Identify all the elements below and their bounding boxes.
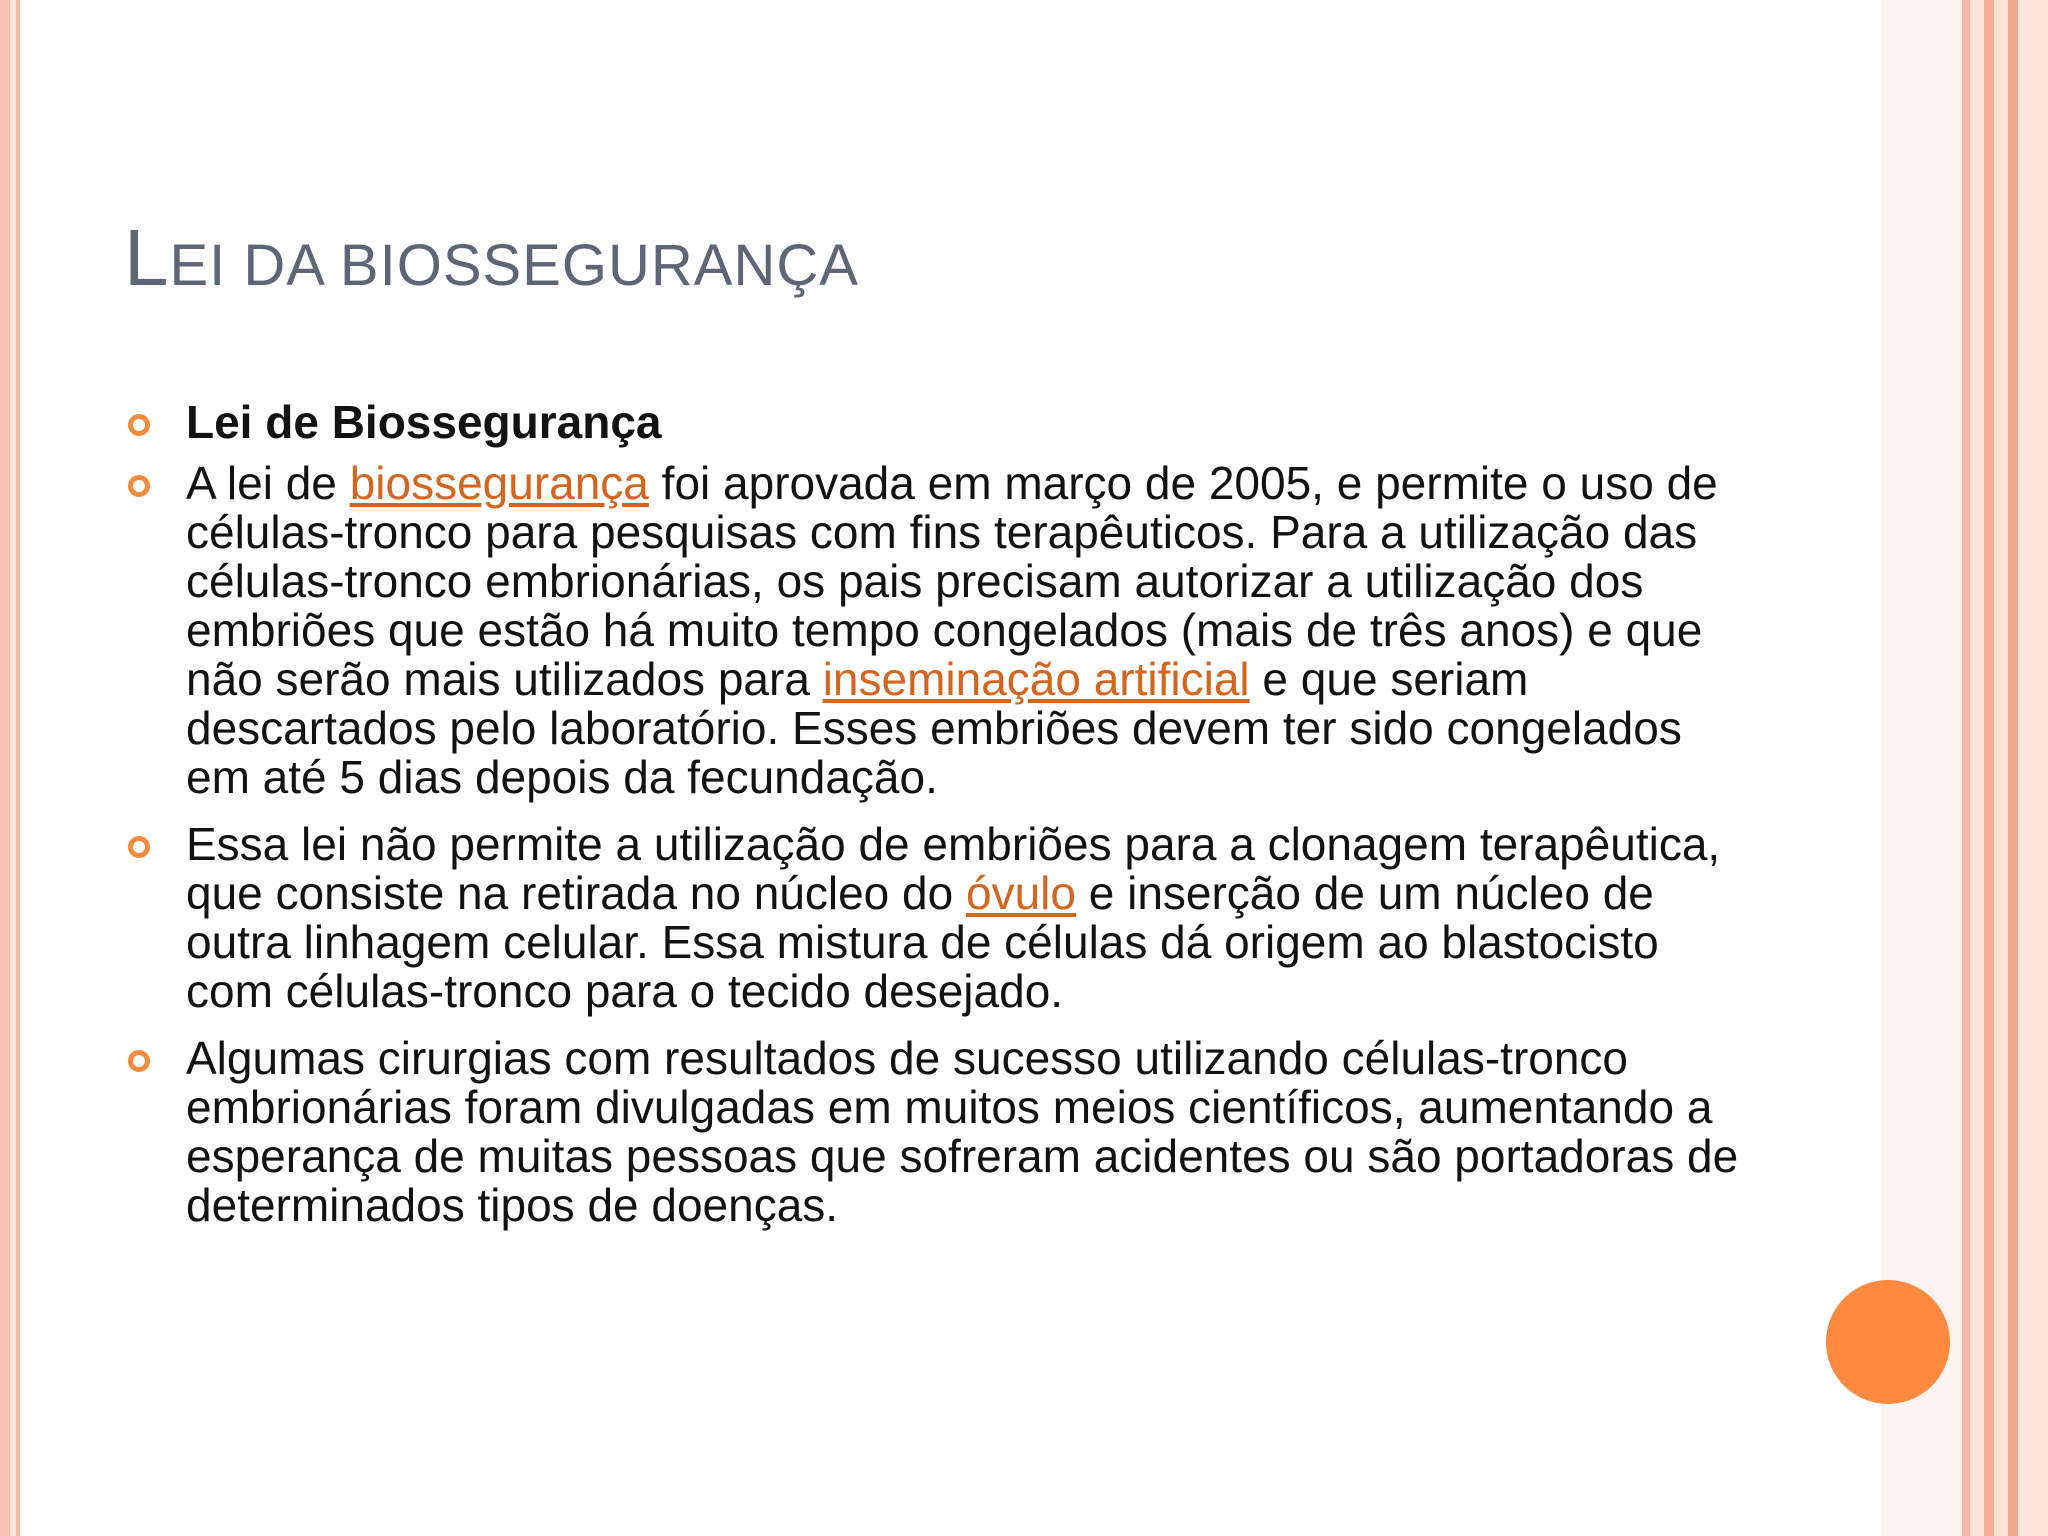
bullet-text: Algumas cirurgias com resultados de sucesso utilizando células-tronco embrionárias foram divulgadas em muitos meios científicos, aumentando a esperança de muitas pessoas que sofreram acidentes ou são portadoras de determinados tipos de doenças. [186, 1032, 1739, 1231]
bullet-item [124, 398, 1744, 447]
bullet-text: e inserção de um núcleo de outra linhagem celular. Essa mistura de células dá origem ao blastocisto com células-tronco para o tecido desejado. [186, 867, 1659, 1017]
right-border-stripe [1984, 0, 1994, 1536]
right-border-stripe [1962, 0, 1970, 1536]
right-border-stripe [2018, 0, 2048, 1536]
bullet-item [124, 1034, 1744, 1230]
link-ovulo[interactable]: óvulo [965, 867, 1076, 919]
right-border-stripe [1994, 0, 2008, 1536]
slide-title-rest: EI DA BIOSSEGURANÇA [169, 233, 859, 298]
bullet-text: Essa lei não permite a utilização de embriões para a clonagem terapêutica, que consiste na retirada no núcleo do [186, 818, 1721, 919]
decorative-circle [1826, 1280, 1950, 1404]
bullet-ring-icon [128, 475, 150, 497]
right-border-stripe [2008, 0, 2018, 1536]
slide-title-initial: L [124, 213, 170, 302]
bullet-ring-icon [128, 1050, 150, 1072]
bullet-text: A lei de [186, 457, 350, 509]
left-border-inner-stripe [16, 0, 20, 1536]
link-inseminacao-artificial[interactable]: inseminação artificial [822, 653, 1250, 705]
bullet-item [124, 820, 1744, 1016]
slide-title [124, 212, 859, 304]
bullet-list [124, 398, 1744, 1230]
left-border-stripe [0, 0, 10, 1536]
bullet-item [124, 459, 1744, 802]
bullet-ring-icon [128, 836, 150, 858]
bullet-ring-icon [128, 414, 150, 436]
bullet-text: e que seriam descartados pelo laboratório. Esses embriões devem ter sido congelados em até 5 dias depois da fecundação. [186, 653, 1682, 803]
link-biosseguranca[interactable]: biossegurança [349, 457, 649, 509]
right-border-stripe [1970, 0, 1984, 1536]
bullet-heading: Lei de Biossegurança [186, 396, 662, 448]
bullet-text: foi aprovada em março de 2005, e permite o uso de células-tronco para pesquisas com fins terapêuticos. Para a utilização das células-tronco embrionárias, os pais precisam autorizar a utilização dos embriões que estão há muito tempo congelados (mais de três anos) e que não serão mais utilizados para [186, 457, 1718, 705]
